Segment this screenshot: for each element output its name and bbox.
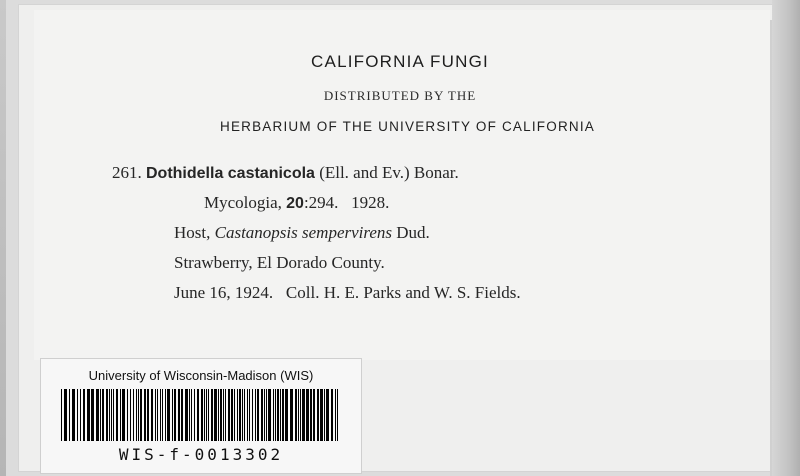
locality-line: Strawberry, El Dorado County. (174, 253, 385, 272)
specimen-taxon: Dothidella castanicola (146, 165, 315, 182)
citation-volume: 20 (286, 195, 304, 212)
host-name: Castanopsis sempervirens (214, 223, 393, 242)
host-prefix: Host, (174, 223, 211, 242)
barcode-number: WIS-f-0013302 (118, 445, 284, 464)
citation-journal: Mycologia, (204, 193, 282, 212)
host-authority: Dud. (396, 223, 430, 242)
specimen-authority: (Ell. and Ev.) Bonar. (319, 163, 459, 182)
citation-pages-year: :294. 1928. (303, 193, 390, 212)
label-subtitle: DISTRIBUTED BY THE (323, 88, 477, 103)
barcode-icon (61, 389, 341, 441)
host-line (174, 223, 430, 243)
label-herbarium: HERBARIUM OF THE UNIVERSITY OF CALIFORNIA (220, 119, 595, 134)
specimen-number: 261. (112, 163, 142, 182)
label-title: CALIFORNIA FUNGI (311, 52, 489, 71)
barcode-label (40, 358, 362, 474)
barcode-institution: University of Wisconsin-Madison (WIS) (88, 368, 314, 383)
citation-line (204, 193, 389, 213)
collection-line: June 16, 1924. Coll. H. E. Parks and W. S. Fields. (174, 283, 521, 302)
specimen-name-line (112, 163, 459, 183)
